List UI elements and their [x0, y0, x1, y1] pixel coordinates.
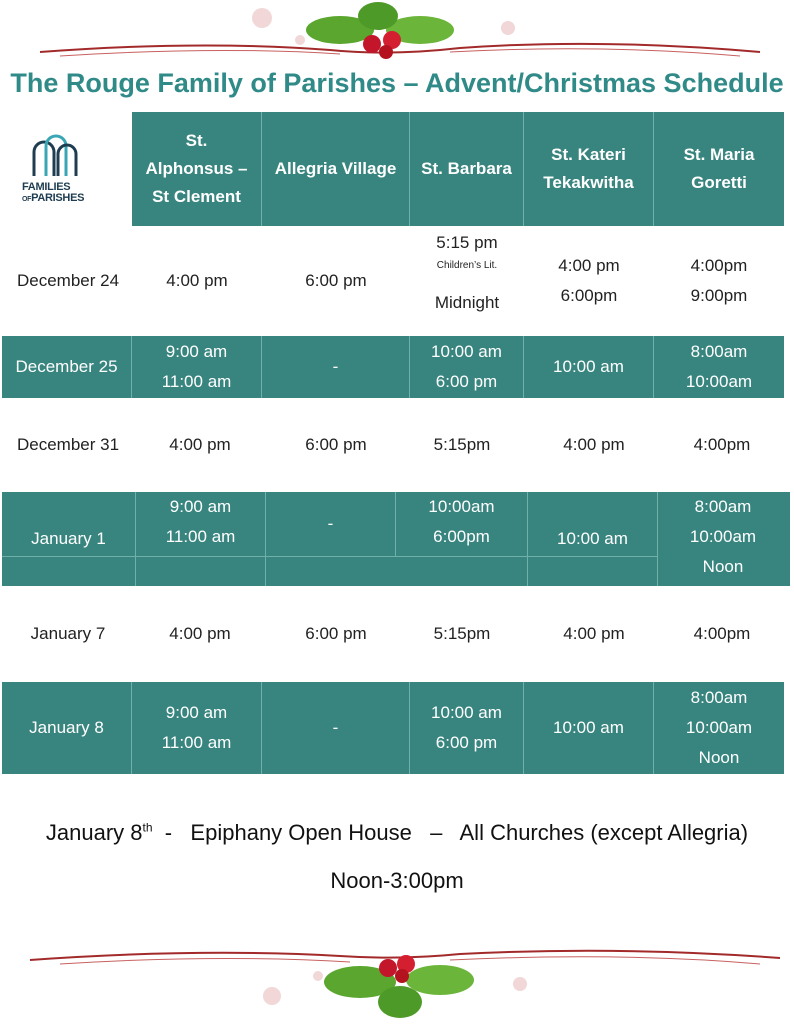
- holly-ornament-bottom: [0, 940, 794, 1024]
- cell-jan7-c1: 4:00 pm: [169, 624, 231, 643]
- row-date-dec24: December 24: [16, 271, 120, 290]
- cell-dec24-c3: 5:15 pm Children’s Lit. Midnight: [434, 233, 500, 312]
- cell-dec24-c2: 6:00 pm: [305, 271, 367, 290]
- row-date-jan7: January 7: [30, 624, 106, 643]
- cell-dec25-c1: 9:00 am 11:00 am: [132, 336, 262, 398]
- row-date-dec31: December 31: [16, 435, 120, 454]
- cell-dec31-c4: 4:00 pm: [563, 435, 625, 454]
- cell-jan1-c4: 10:00 am: [528, 492, 658, 586]
- header-allegria-village: Allegria Village: [262, 112, 410, 226]
- row-date-dec25: December 25: [2, 336, 132, 398]
- cell-dec25-c3: 10:00 am 6:00 pm: [410, 336, 524, 398]
- cell-jan8-c4: 10:00 am: [524, 682, 654, 774]
- header-st-maria-goretti: St. Maria Goretti: [654, 112, 784, 226]
- header-st-kateri: St. Kateri Tekakwitha: [524, 112, 654, 226]
- cell-jan8-c1: 9:00 am 11:00 am: [132, 682, 262, 774]
- cell-dec25-c4: 10:00 am: [524, 336, 654, 398]
- cell-dec31-c2: 6:00 pm: [305, 435, 367, 454]
- cell-jan7-c4: 4:00 pm: [563, 624, 625, 643]
- logo-text: [22, 182, 84, 205]
- families-of-parishes-logo: [20, 132, 100, 212]
- epiphany-note-time: Noon-3:00pm: [330, 868, 464, 893]
- row-date-jan8: January 8: [2, 682, 132, 774]
- cell-dec31-c5: 4:00pm: [693, 435, 751, 454]
- cell-dec24-c1: 4:00 pm: [166, 271, 228, 290]
- cell-dec25-c5: 8:00am 10:00am: [654, 336, 784, 398]
- cell-dec24-c5: 4:00pm 9:00pm: [690, 256, 748, 305]
- cell-jan7-c5: 4:00pm: [693, 624, 751, 643]
- cell-dec24-c4: 4:00 pm 6:00pm: [558, 256, 620, 305]
- row-date-jan1: January 1: [2, 492, 136, 586]
- logo-line2b: PARISHES: [31, 192, 85, 204]
- cell-jan7-c3: 5:15pm: [433, 624, 491, 643]
- cell-dec31-c1: 4:00 pm: [169, 435, 231, 454]
- page-title: The Rouge Family of Parishes – Advent/Christmas Schedule: [10, 68, 784, 98]
- cell-jan8-c2: -: [262, 682, 410, 774]
- cell-jan1-c2: -: [266, 492, 396, 556]
- header-st-barbara: St. Barbara: [410, 112, 524, 226]
- cell-jan1-c5: 8:00am 10:00am Noon: [658, 492, 788, 586]
- header-st-alphonsus: St. Alphonsus – St Clement: [132, 112, 262, 226]
- cell-jan8-c3: 10:00 am 6:00 pm: [410, 682, 524, 774]
- epiphany-note: January 8th - Epiphany Open House – All Churches (except Allegria): [45, 820, 749, 845]
- cell-dec31-c3: 5:15pm: [433, 435, 491, 454]
- cell-jan7-c2: 6:00 pm: [305, 624, 367, 643]
- cell-jan8-c5: 8:00am 10:00am Noon: [654, 682, 784, 774]
- parish-arch-icon: [26, 132, 86, 180]
- cell-jan1-c3: 10:00am 6:00pm: [396, 492, 528, 586]
- logo-line1: FAMILIES: [22, 181, 71, 193]
- logo-line2a: OF: [22, 196, 32, 203]
- row-divider-jan1: [2, 556, 658, 557]
- cell-dec25-c2: -: [262, 336, 410, 398]
- cell-jan1-c1: 9:00 am 11:00 am: [136, 492, 266, 586]
- holly-ornament-top: [0, 0, 794, 70]
